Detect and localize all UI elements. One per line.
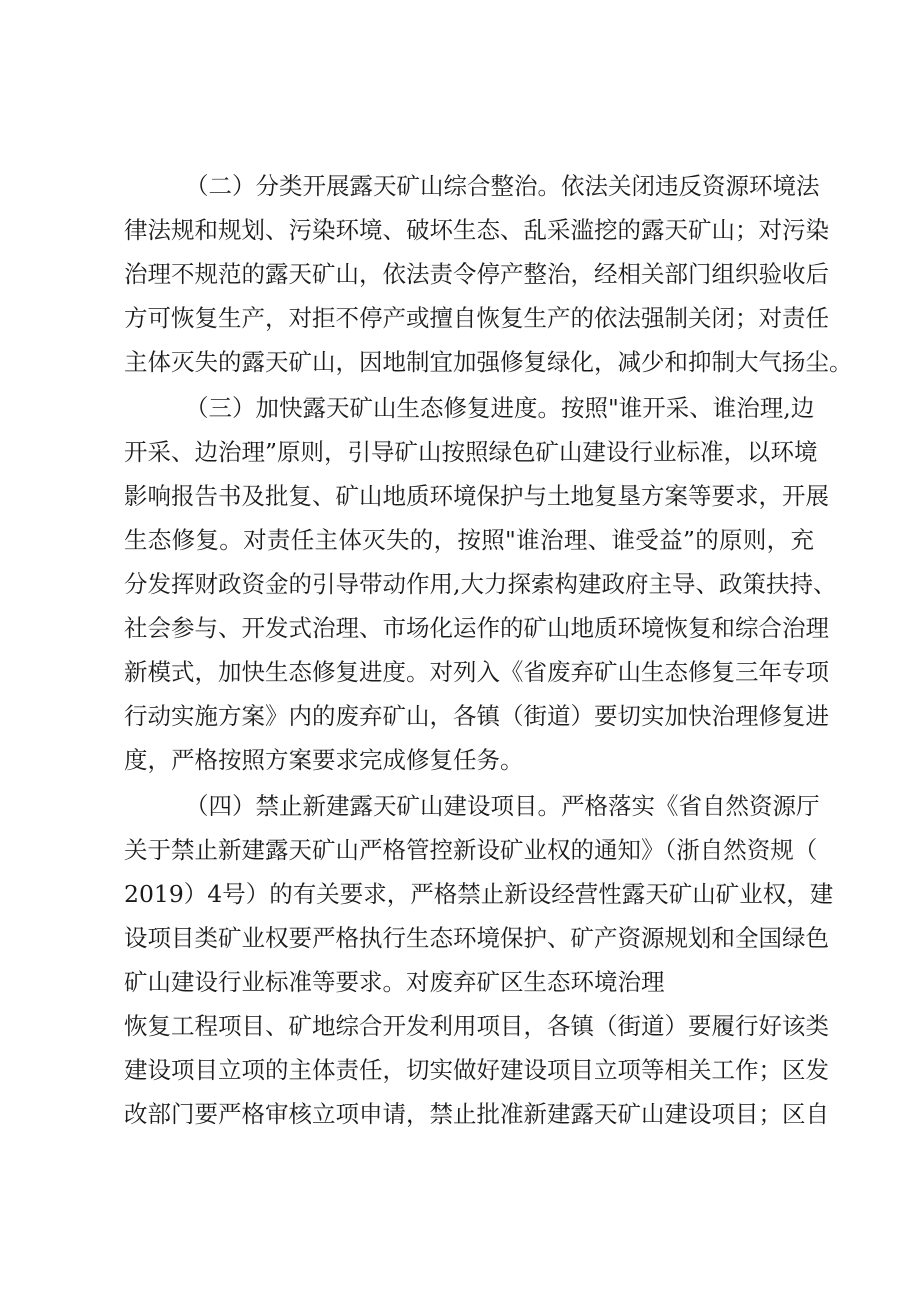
paragraph-3-line-2: 开采、边治理”原则，引导矿山按照绿色矿山建设行业标准，以环境 (124, 438, 818, 466)
paragraph-4-line-2: 关于禁止新建露天矿山严格管控新设矿业权的通知》（浙自然资规（ (124, 836, 818, 864)
paragraph-4-line-8: 改部门要严格审核立项申请，禁止批准新建露天矿山建设项目；区自 (124, 1100, 829, 1128)
paragraph-3-line-8: 行动实施方案》内的废弃矿山，各镇（街道）要切实加快治理修复进 (124, 702, 829, 730)
paragraph-3-line-1: （三）加快露天矿山生态修复进度。按照"谁开采、谁治理,边 (185, 394, 815, 422)
paragraph-2-line-5: 主体灭失的露天矿山，因地制宜加强修复绿化，减少和抑制大气扬尘。 (124, 348, 853, 376)
paragraph-2-line-3: 治理不规范的露天矿山，依法责令停产整治，经相关部门组织验收后 (124, 260, 829, 288)
paragraph-2-line-4: 方可恢复生产，对拒不停产或擅自恢复生产的依法强制关闭；对责任 (124, 304, 829, 332)
paragraph-2-line-2: 律法规和规划、污染环境、破坏生态、乱采滥挖的露天矿山；对污染 (124, 216, 829, 244)
paragraph-3-line-3: 影响报告书及批复、矿山地质环境保护与土地复垦方案等要求，开展 (124, 482, 829, 510)
paragraph-3-line-4: 生态修复。对责任主体灭失的，按照"谁治理、谁受益”的原则，充 (124, 526, 814, 554)
paragraph-4-line-3: 2019）4号）的有关要求，严格禁止新设经营性露天矿山矿业权，建 (124, 880, 834, 908)
paragraph-4-line-4: 设项目类矿业权要严格执行生态环境保护、矿产资源规划和全国绿色 (124, 924, 829, 952)
paragraph-4-line-6: 恢复工程项目、矿地综合开发利用项目，各镇（街道）要履行好该类 (124, 1012, 829, 1040)
paragraph-4-line-5: 矿山建设行业标准等要求。对废弃矿区生态环境治理 (124, 968, 665, 996)
paragraph-3-line-7: 新模式，加快生态修复进度。对列入《省废弃矿山生态修复三年专项 (124, 658, 829, 686)
paragraph-2-line-1: （二）分类开展露天矿山综合整治。依法关闭违反资源环境法 (185, 172, 820, 200)
paragraph-3-line-6: 社会参与、开发式治理、市场化运作的矿山地质环境恢复和综合治理 (124, 614, 829, 642)
paragraph-3-line-9: 度，严格按照方案要求完成修复任务。 (124, 746, 524, 774)
paragraph-4-line-1: （四）禁止新建露天矿山建设项目。严格落实《省自然资源厅 (185, 792, 820, 820)
paragraph-4-line-7: 建设项目立项的主体责任，切实做好建设项目立项等相关工作；区发 (124, 1056, 829, 1084)
paragraph-3-line-5: 分发挥财政资金的引导带动作用,大力探索构建政府主导、政策扶持、 (124, 570, 837, 598)
